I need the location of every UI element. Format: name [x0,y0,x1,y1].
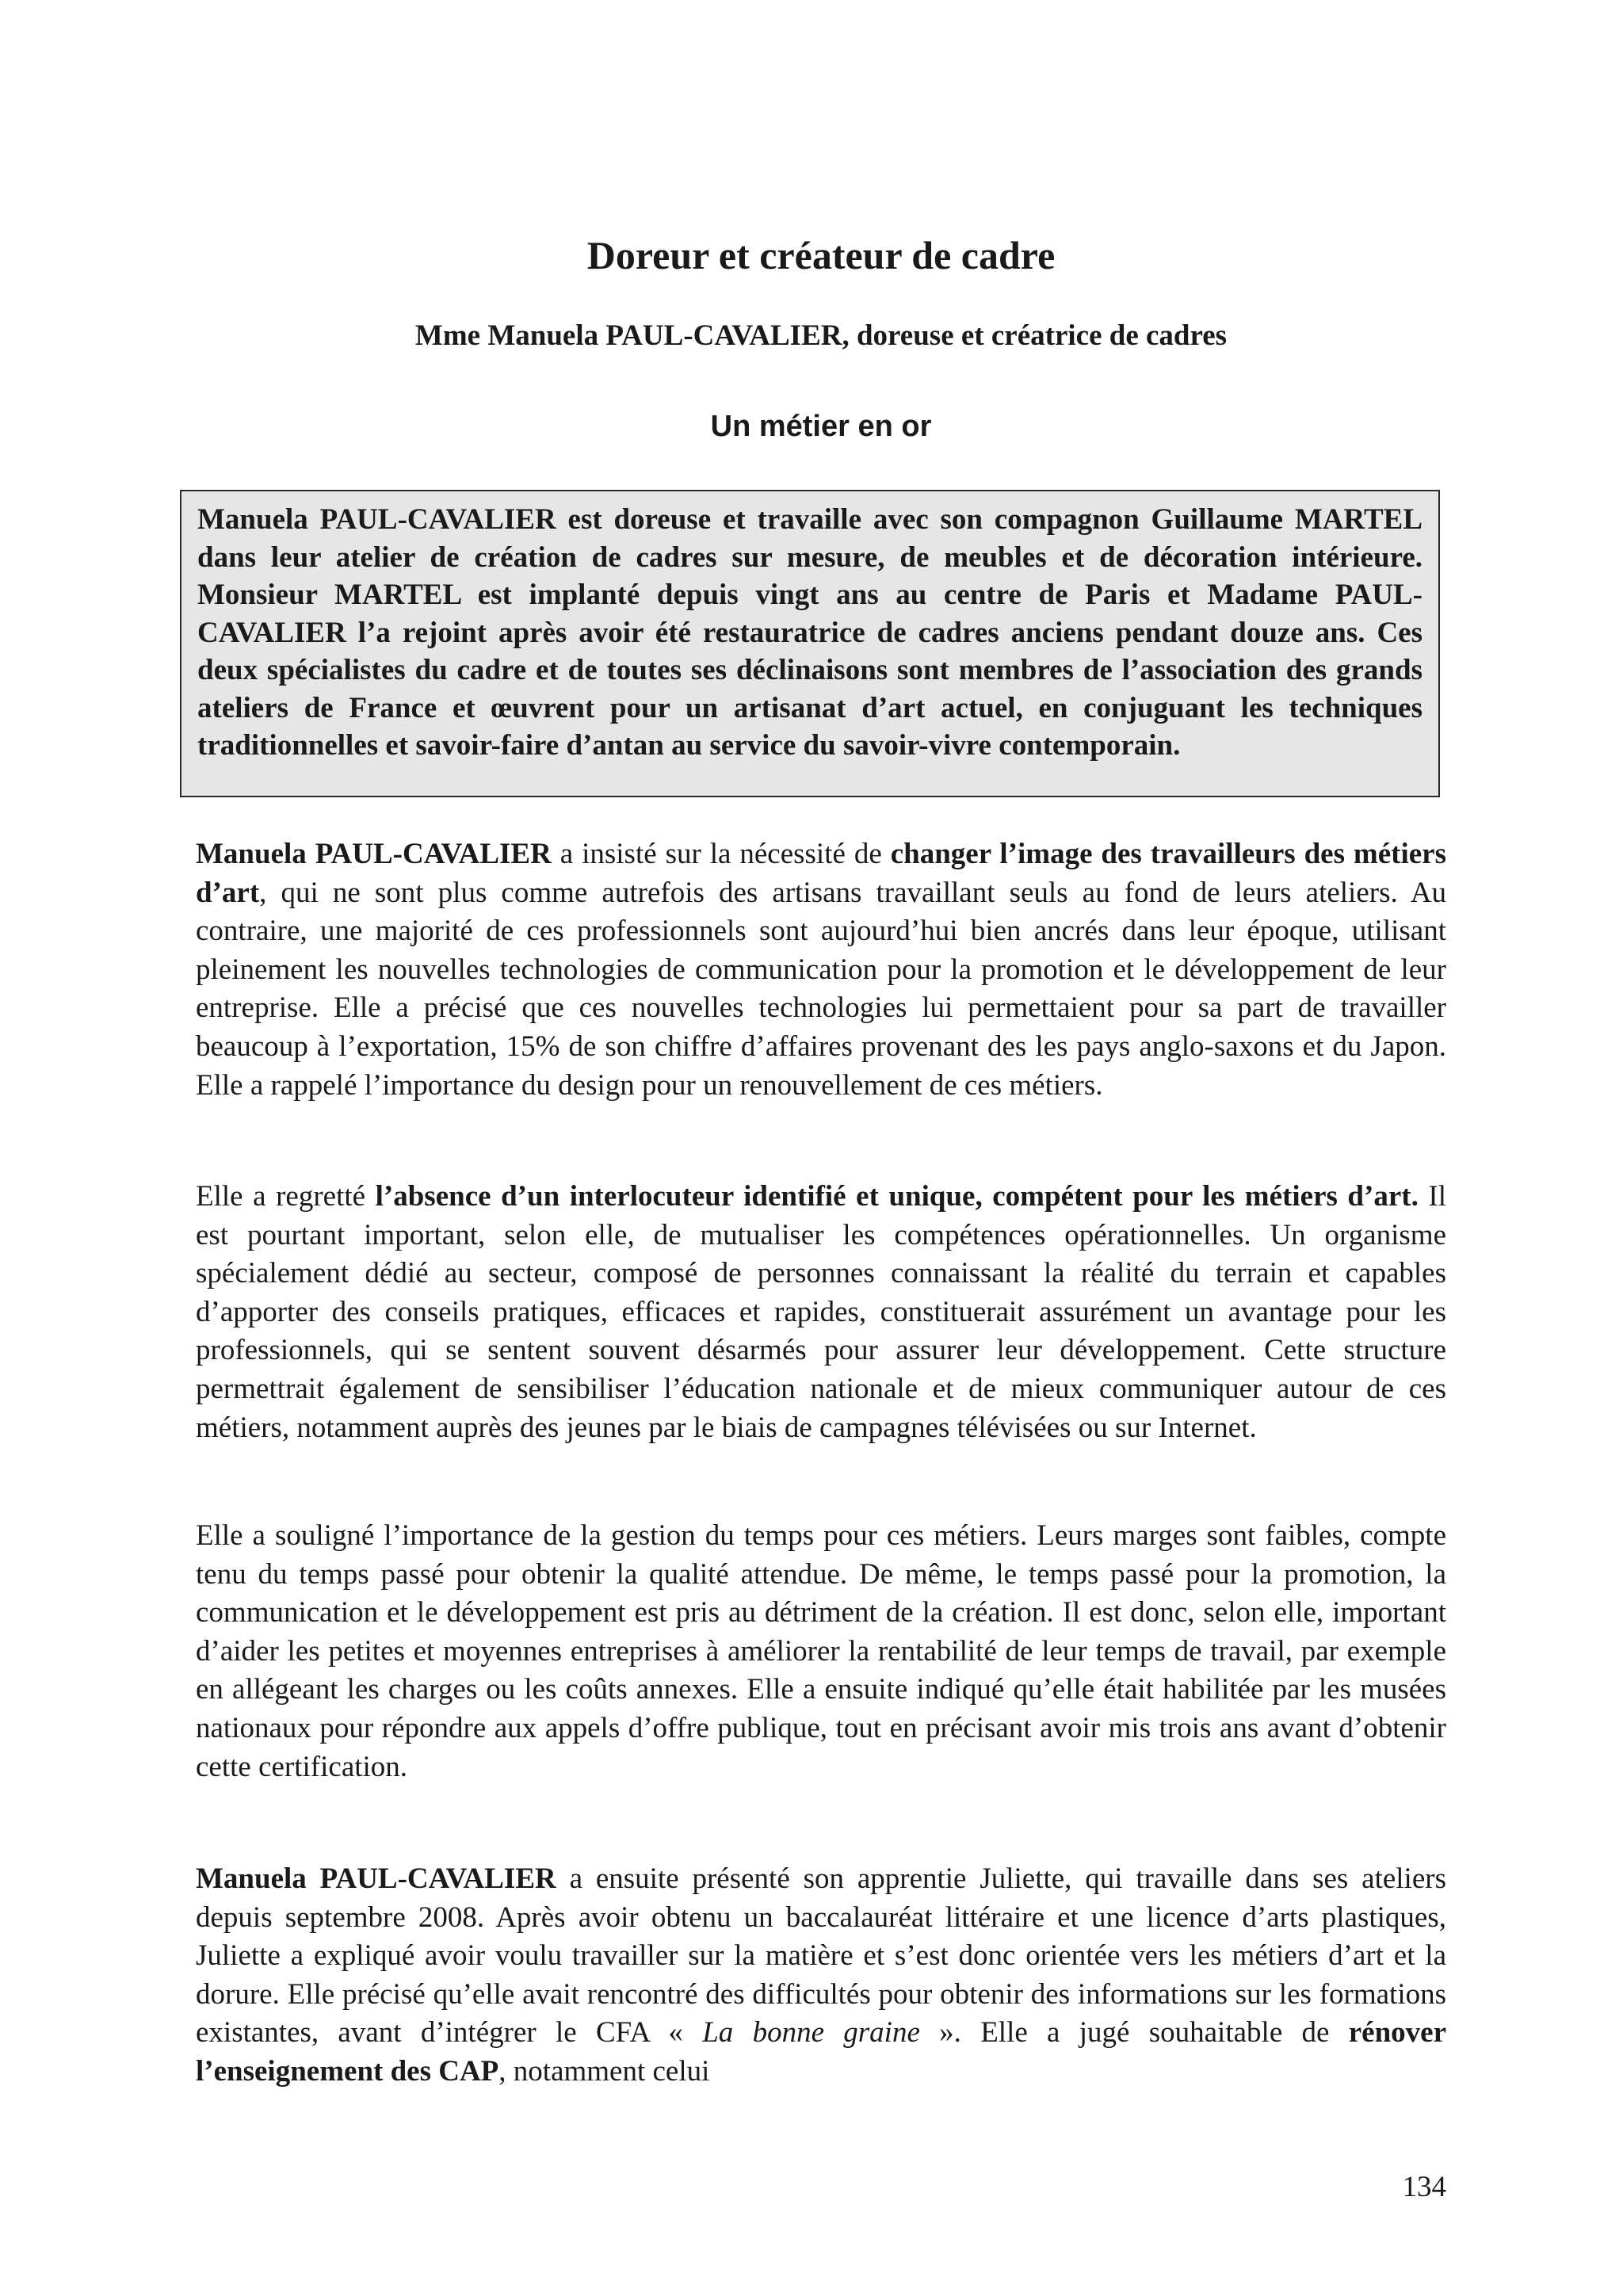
paragraph-1 [196,835,1446,1105]
paragraph-3: Elle a souligné l’importance de la gestion du temps pour ces métiers. Leurs marges sont faibles, compte tenu du temps passé pour obtenir la qualité attendue. De même, le temps passé pour la promotion, la communication et le développement est pris au détriment de la création. Il est donc, selon elle, important d’aider les petites et moyennes entreprises à améliorer la rentabilité de leur temps de travail, par exemple en allégeant les charges ou les coûts annexes. Elle a ensuite indiqué qu’elle était habilitée par les musées nationaux pour répondre aux appels d’offre publique, tout en précisant avoir mis trois ans avant d’obtenir cette certification. [196,1519,1446,1783]
page-number: 134 [1402,2171,1446,2203]
paragraph-4 [196,1860,1446,2092]
bold-emphasis: l’absence d’un interlocuteur identifié et unique, compétent pour les métiers d’art. [375,1180,1419,1213]
text-segment: Il est pourtant important, selon elle, de mutualiser les compétences opérationnelles. Un organisme spécialement dédié au secteur, composé de personnes connaissant la réalité du terrain et capables d’apporter des conseils pratiques, efficaces et rapides, constituerait assurément un avantage pour les professionnels, qui se sentent souvent désarmés pour assurer leur développement. Cette structure permettrait également de sensibiliser l’éducation nationale et de mieux communiquer autour de ces métiers, notamment auprès des jeunes par le biais de campagnes télévisées ou sur Internet. [196,1180,1446,1444]
text-segment: , qui ne sont plus comme autrefois des artisans travaillant seuls au fond de leurs ateliers. Au contraire, une majorité de ces professionnels sont aujourd’hui bien ancrés dans leur époque, utilisant pleinement les nouvelles technologies de communication pour la promotion et le développement de leur entreprise. Elle a précisé que ces nouvelles technologies lui permettaient pour sa part de travailler beaucoup à l’exportation, 15% de son chiffre d’affaires provenant des les pays anglo-saxons et du Japon. Elle a rappelé l’importance du design pour un renouvellement de ces métiers. [196,876,1446,1102]
text-segment: Elle a regretté [196,1180,376,1213]
section-title: Un métier en or [710,410,932,443]
text-segment: , notamment celui [498,2054,710,2088]
text-segment: a insisté sur la nécessité de [551,838,891,870]
summary-box: Manuela PAUL-CAVALIER est doreuse et travaille avec son compagnon Guillaume MARTEL dans leur atelier de création de cadres sur mesure, de meubles et de décoration intérieure. Monsieur MARTEL est implanté depuis vingt ans au centre de Paris et Madame PAUL-CAVALIER l’a rejoint après avoir été restauratrice de cadres anciens pendant douze ans. Ces deux spécialistes du cadre et de toutes ses déclinaisons sont membres de l’association des grands ateliers de France et œuvrent pour un artisanat d’art actuel, en conjuguant les techniques traditionnelles et savoir-faire d’antan au service du savoir-vivre contemporain. [180,490,1440,797]
text-segment: ». Elle a jugé souhaitable de [919,2016,1349,2050]
bold-name: Manuela PAUL-CAVALIER [196,838,552,870]
bold-name: Manuela PAUL-CAVALIER [196,1862,556,1895]
text-segment: a ensuite présenté son apprentie Juliette, qui travaille dans ses ateliers depuis septembre 2008. Après avoir obtenu un baccalauréat littéraire et une licence d’arts plastiques, Juliette a expliqué avoir voulu travailler sur la matière et s’est donc orientée vers les métiers d’art et la dorure. Elle précisé qu’elle avait rencontré des difficultés pour obtenir des informations sur les formations existantes, avant d’intégrer le CFA « [196,1862,1446,2050]
bold-emphasis: rénover l’enseignement des CAP [196,2016,1447,2088]
paragraph-2 [196,1178,1446,1447]
bold-emphasis: changer l’image des travailleurs des métiers d’art [196,838,1447,909]
document-subtitle: Mme Manuela PAUL-CAVALIER, doreuse et créatrice de cadres [414,319,1228,352]
document-title: Doreur et créateur de cadre [586,233,1056,277]
italic-title: La bonne graine [702,2016,920,2050]
